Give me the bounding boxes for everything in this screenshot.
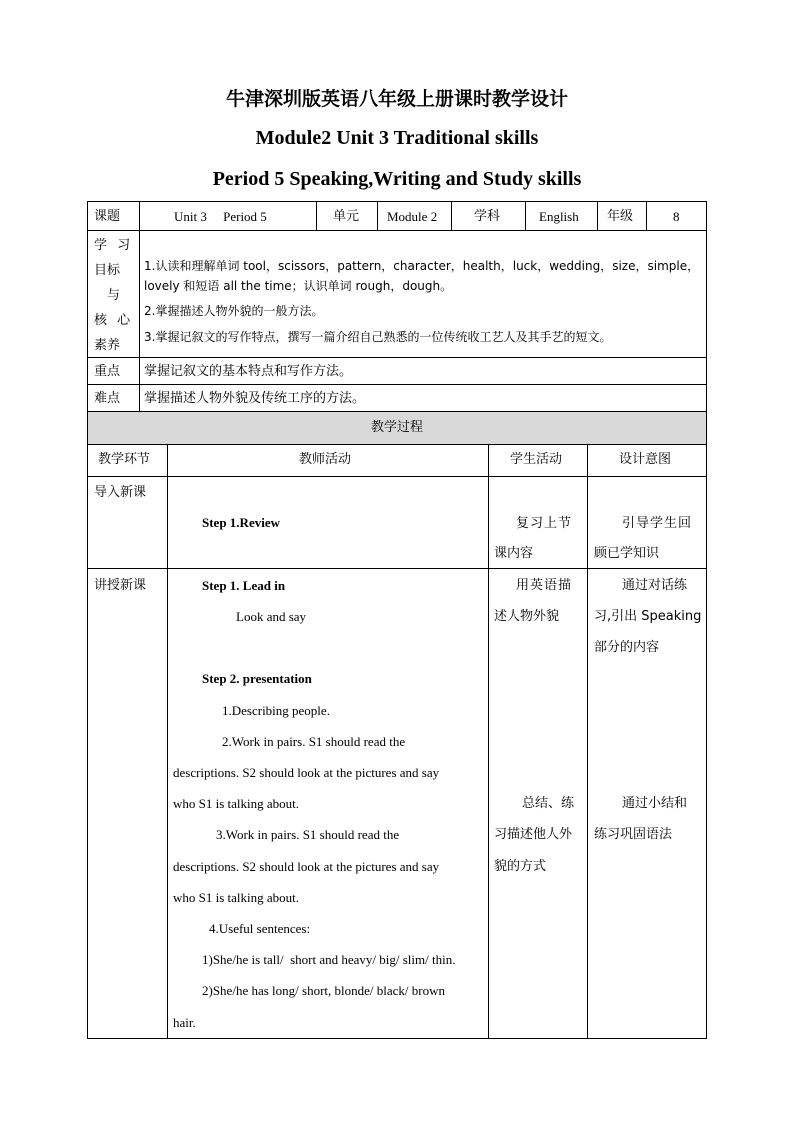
intent-line: 顾已学知识 [594, 546, 660, 561]
objective-item: 2.掌握描述人物外貌的一般方法。 [144, 304, 324, 318]
table-border [87, 384, 707, 385]
module-title: Module2 Unit 3 Traditional skills [255, 127, 539, 149]
student-activity-line: 述人物外貌 [494, 609, 560, 624]
table-border [587, 444, 588, 1039]
intent-line: 练习巩固语法 [594, 827, 673, 842]
intent-line: 引导学生回 [622, 516, 693, 531]
intent-line: 部分的内容 [594, 640, 660, 655]
table-border [87, 230, 707, 231]
stage-teaching: 讲授新课 [94, 578, 147, 593]
stage-intro: 导入新课 [94, 485, 147, 500]
key-point-label: 重点 [94, 364, 121, 379]
objectives-label-line: 目标 [94, 263, 121, 278]
table-border [597, 201, 598, 230]
teacher-line: Look and say [236, 609, 307, 624]
teacher-line: hair. [173, 1015, 196, 1030]
table-border [316, 201, 317, 230]
column-header-teacher: 教师活动 [299, 452, 352, 467]
table-border [87, 357, 707, 358]
teacher-line: 1)She/he is tall/ short and heavy/ big/ slim/ thin. [202, 952, 456, 967]
course-label: 课题 [94, 209, 121, 224]
intent-line: 习,引出 Speaking [594, 609, 702, 624]
table-border [87, 444, 707, 445]
difficulty-text: 掌握描述人物外貌及传统工序的方法。 [144, 391, 366, 406]
period-title: Period 5 Speaking,Writing and Study skills [212, 168, 582, 190]
table-border [646, 201, 647, 230]
objective-item: 1.认读和理解单词 tool，scissors，pattern，character，health，luck，wedding，size，simple， [144, 259, 700, 273]
student-activity-line: 习描述他人外 [494, 827, 573, 842]
difficulty-label: 难点 [94, 391, 121, 406]
key-point-text: 掌握记叙文的基本特点和写作方法。 [144, 364, 353, 379]
objectives-label-line: 核 心 [94, 313, 134, 328]
grade-value: 8 [673, 209, 680, 224]
table-border [139, 201, 140, 411]
teacher-line: Step 2. presentation [202, 671, 312, 686]
process-header: 教学过程 [370, 420, 423, 435]
objectives-label-line: 与 [107, 288, 121, 303]
student-activity-line: 总结、练 [522, 796, 575, 811]
teacher-line: 4.Useful sentences: [209, 921, 311, 936]
teacher-step-review: Step 1.Review [202, 515, 280, 530]
teacher-line: who S1 is talking about. [173, 890, 300, 905]
teacher-line: 3.Work in pairs. S1 should read the [216, 827, 400, 842]
student-activity-line: 课内容 [494, 546, 534, 561]
table-border [377, 201, 378, 230]
course-value: Unit 3 Period 5 [174, 209, 267, 224]
column-header-stage: 教学环节 [98, 452, 151, 467]
column-header-student: 学生活动 [510, 452, 563, 467]
table-border [451, 201, 452, 230]
objectives-label-line: 学 习 [94, 238, 134, 253]
student-activity-line: 貌的方式 [494, 859, 547, 874]
teacher-line: Step 1. Lead in [202, 578, 286, 593]
teacher-line: 2.Work in pairs. S1 should read the [222, 734, 406, 749]
table-border [87, 411, 707, 412]
table-border [87, 201, 88, 1039]
teacher-line: 1.Describing people. [222, 703, 330, 718]
teacher-line: 2)She/he has long/ short, blonde/ black/ brown [202, 983, 445, 998]
table-border [488, 444, 489, 1039]
grade-label: 年级 [607, 209, 634, 224]
teacher-line: descriptions. S2 should look at the pictures and say [173, 859, 440, 874]
teacher-line: who S1 is talking about. [173, 796, 300, 811]
objective-item: lovely 和短语 all the time；认识单词 rough，dough。 [144, 279, 453, 293]
subject-label: 学科 [474, 209, 501, 224]
table-border [87, 568, 707, 569]
intent-line: 通过小结和 [622, 796, 688, 811]
table-border [525, 201, 526, 230]
objectives-label-line: 素养 [94, 338, 121, 353]
table-border [167, 444, 168, 1039]
column-header-intent: 设计意图 [619, 452, 672, 467]
table-border [706, 201, 707, 1039]
objective-item: 3.掌握记叙文的写作特点，撰写一篇介绍自己熟悉的一位传统收工艺人及其手艺的短文。 [144, 330, 612, 344]
teacher-line: descriptions. S2 should look at the pictures and say [173, 765, 440, 780]
subject-value: English [539, 209, 579, 224]
unit-value: Module 2 [387, 209, 438, 224]
unit-label: 单元 [333, 209, 360, 224]
table-border [87, 1038, 707, 1039]
student-activity-line: 用英语描 [516, 578, 573, 593]
table-border [87, 476, 707, 477]
intent-line: 通过对话练 [622, 578, 688, 593]
table-border [87, 201, 707, 202]
student-activity-line: 复习上节 [516, 516, 573, 531]
document-title: 牛津深圳版英语八年级上册课时教学设计 [225, 88, 568, 110]
